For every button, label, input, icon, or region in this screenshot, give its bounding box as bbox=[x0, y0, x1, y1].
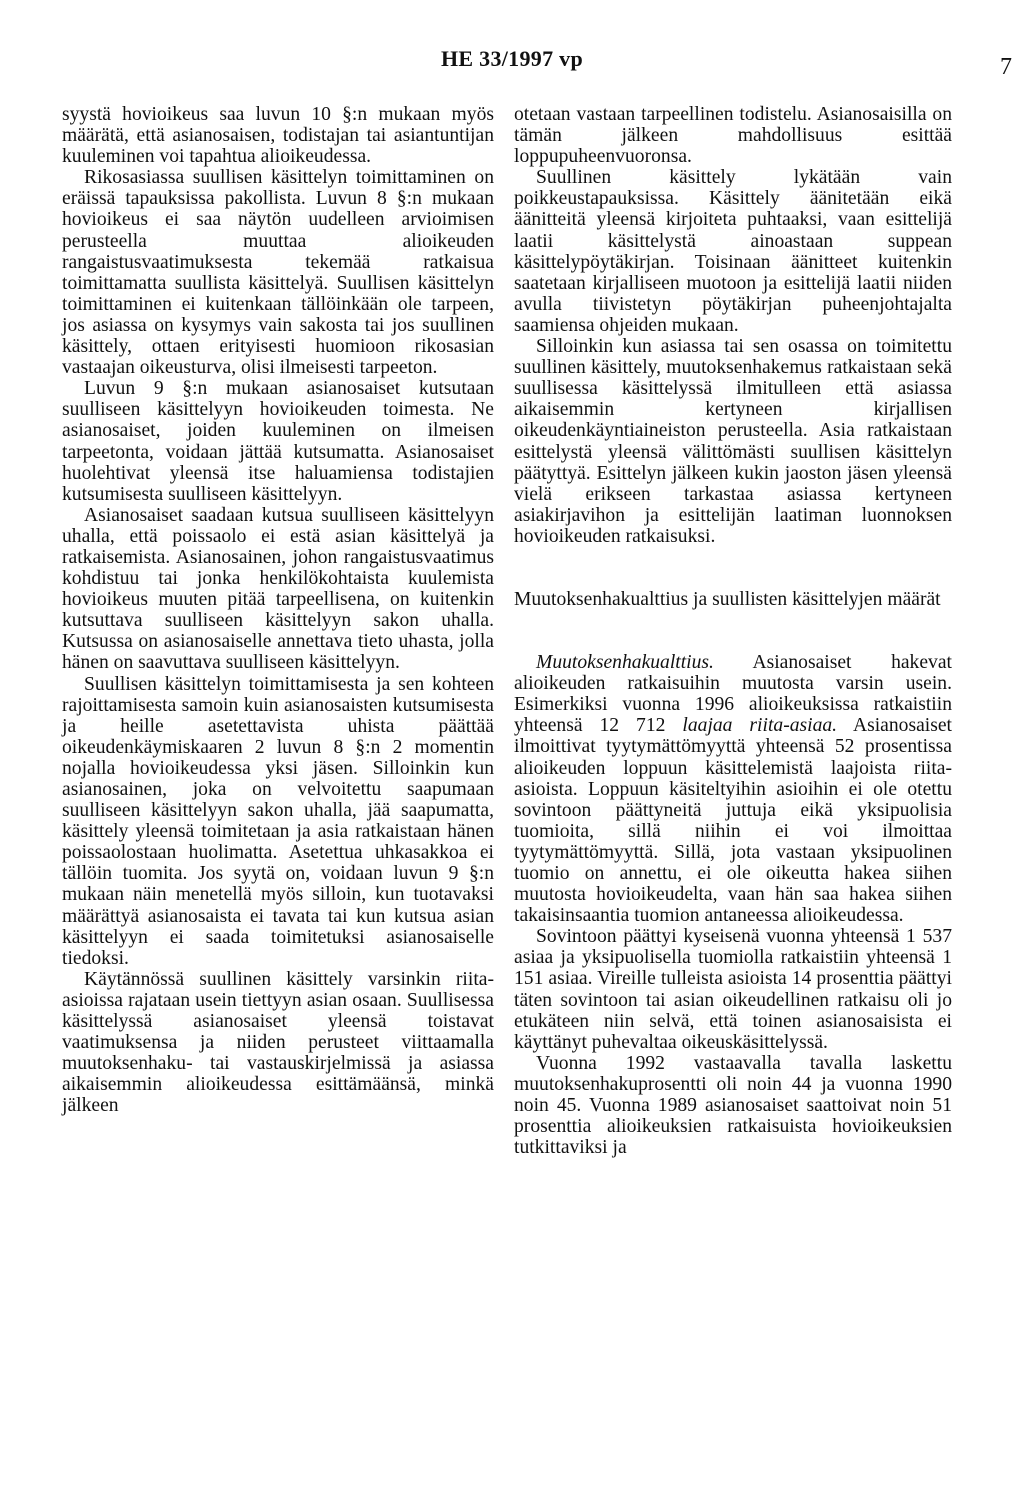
lead-term: Muutoksenhakualttius. bbox=[536, 652, 714, 674]
paragraph: Luvun 9 §:n mukaan asianosaiset kutsutaan suulliseen käsittelyyn hovioikeuden toimesta. Ne asianosaiset, joiden kuuleminen on ilmeisen tarpeetonta, voidaan jättää kutsumatta. Asianosaiset huolehtivat yleensä itse haluamiensa todistajien kutsumisesta suulliseen käsittelyyn. bbox=[62, 378, 494, 505]
paragraph: syystä hovioikeus saa luvun 10 §:n mukaan myös määrätä, että asianosaisen, todistajan tai asiantuntijan kuuleminen voi tapahtua alioikeudessa. bbox=[62, 104, 494, 168]
paragraph: Suullisen käsittelyn toimittamisesta ja sen kohteen rajoittamisesta samoin kuin asianosaisten kutsumisesta ja heille asetettavista uhista päättää oikeudenkäymiskaaren 2 luvun 8 §:n 2 momentin nojalla hovioikeudessa yksi jäsen. Silloinkin kun asianosainen, joka on velvoitettu saapumaan suulliseen käsittelyyn sakon uhalla, jää saapumatta, käsittely yleensä toimitetaan ja asia ratkaistaan hänen poissaolostaan huolimatta. Asetettua uhkasakkoa ei tällöin tuomita. Jos syytä on, voidaan luvun 9 §:n mukaan näin menetellä myös silloin, kun tuotavaksi määrättyä asianosaista ei tavata tai kun kutsua asian käsittelyyn ei saada toimitetuksi asianosaiselle tiedoksi. bbox=[62, 673, 494, 969]
section-heading: Muutoksenhakualttius ja suullisten käsittelyjen määrät bbox=[514, 588, 941, 610]
lead-text-2: Asianosaiset ilmoittivat tyytymättömyyttä yhteensä 52 prosentissa alioikeuden loppuun käsittelemistä laajoista riita-asioista. Loppuun käsiteltyihin asioihin ei ole otettu sovintoon päättyneitä juttuja eikä yksipuolisia tuomioita, sillä niihin ei voi ilmoittaa tyytymättömyyttä. Sillä, jota vastaan yksipuolinen tuomio on annettu, ei ole oikeutta hakea siihen muutosta hovioikeudelta, vaan hän saa hakea siihen takaisinsaantia tuomion antaneessa alioikeudessa. bbox=[514, 715, 952, 927]
document-title: HE 33/1997 vp bbox=[440, 46, 584, 71]
paragraph: Suullinen käsittely lykätään vain poikkeustapauksissa. Käsittely äänitetään eikä äänitteitä yleensä kirjoiteta puhtaaksi, vaan esittelijä laatii käsittelystä ainoastaan suppean käsittelypöytäkirjan. Toisinaan äänitteet kuitenkin saatetaan kirjalliseen muotoon ja esittelijä laatii niiden avulla tiivistetyn pöytäkirjan puheenjohtajalta saamiensa ohjeiden mukaan. bbox=[514, 167, 952, 336]
lead-term-2: laajaa riita-asiaa. bbox=[682, 715, 838, 737]
paragraph: Asianosaiset saadaan kutsua suulliseen käsittelyyn uhalla, että poissaolo ei estä asian käsittelyä ja ratkaisemista. Asianosainen, johon rangaistusvaatimus kohdistuu tai jonka henkilökohtaista kuulemista hovioikeus muuten pitää tarpeellisena, on kuitenkin kutsuttava suulliseen käsittelyyn sakon uhalla. Kutsussa on asianosaiselle annettava tieto uhasta, jolla hänen on saavuttava suulliseen käsittelyyn. bbox=[62, 504, 494, 674]
paragraph: otetaan vastaan tarpeellinen todistelu. Asianosaisilla on tämän jälkeen mahdollisuus esittää loppupuheenvuoronsa. bbox=[514, 104, 952, 168]
paragraph-lead bbox=[514, 652, 952, 926]
lead-text: Asianosaiset hakevat alioikeuden ratkaisuihin muutosta varsin usein. Esimerkiksi vuonna 1996 alioikeuksissa ratkaistiin yhteensä 12 712 bbox=[514, 652, 952, 737]
page-number: 7 bbox=[1000, 54, 1012, 80]
paragraph: Käytännössä suullinen käsittely varsinkin riita-asioissa rajataan usein tiettyyn asian osaan. Suullisessa käsittelyssä asianosaiset yleensä toistavat vaatimuksensa ja niiden perusteet viittaamalla muutoksenhaku- tai vastauskirjelmissä ja asiassa aikaisemmin alioikeudessa esittämäänsä, minkä jälkeen bbox=[62, 968, 494, 1117]
paragraph: Vuonna 1992 vastaavalla tavalla laskettu muutoksenhakuprosentti oli noin 44 ja vuonna 1990 noin 45. Vuonna 1989 asianosaiset saattoivat noin 51 prosenttia alioikeuksien ratkaisuista hovioikeuksien tutkittaviksi ja bbox=[514, 1052, 952, 1159]
paragraph: Rikosasiassa suullisen käsittelyn toimittaminen on eräissä tapauksissa pakollista. Luvun 8 §:n mukaan hovioikeus ei saa näytön uudelleen arvioimisen perusteella muuttaa alioikeuden rangaistusvaatimuksesta tekemää ratkaisua toimittamatta suullista käsittelyä. Suullisen käsittelyn toimittaminen ei kuitenkaan tällöinkään ole tarpeen, jos asiassa on kysymys vain sakosta tai jos suullinen käsittely, ottaen erityisesti huomioon rikosasian vastaajan oikeusturva, olisi ilmeisesti tarpeeton. bbox=[62, 167, 494, 379]
paragraph: Silloinkin kun asiassa tai sen osassa on toimitettu suullinen käsittely, muutoksenhakemus ratkaistaan sekä suullisessa käsittelyssä ilmitulleen että asiassa aikaisemmin kertyneen kirjallisen oikeudenkäyntiaineiston perusteella. Asia ratkaistaan esittelystä yleensä välittömästi suullisen käsittelyn päätyttyä. Esittelyn jälkeen kukin jaoston jäsen yleensä vielä erikseen tarkastaa asiassa kertyneen asiakirjavihon ja esittelijän laatiman luonnoksen hovioikeuden ratkaisuksi. bbox=[514, 336, 952, 547]
left-column bbox=[62, 104, 494, 1117]
right-column bbox=[514, 104, 952, 1158]
paragraph: Sovintoon päättyi kyseisenä vuonna yhteensä 1 537 asiaa ja yksipuolisella tuomiolla ratkaistiin yhteensä 1 151 asiaa. Vireille tulleista asioista 14 prosenttia päättyi täten sovintoon tai asian oikeudellinen ratkaisu oli jo etukäteen niin selvä, että toinen asianosaisista ei käyttänyt puhevaltaa oikeuskäsittelyssä. bbox=[514, 926, 952, 1053]
